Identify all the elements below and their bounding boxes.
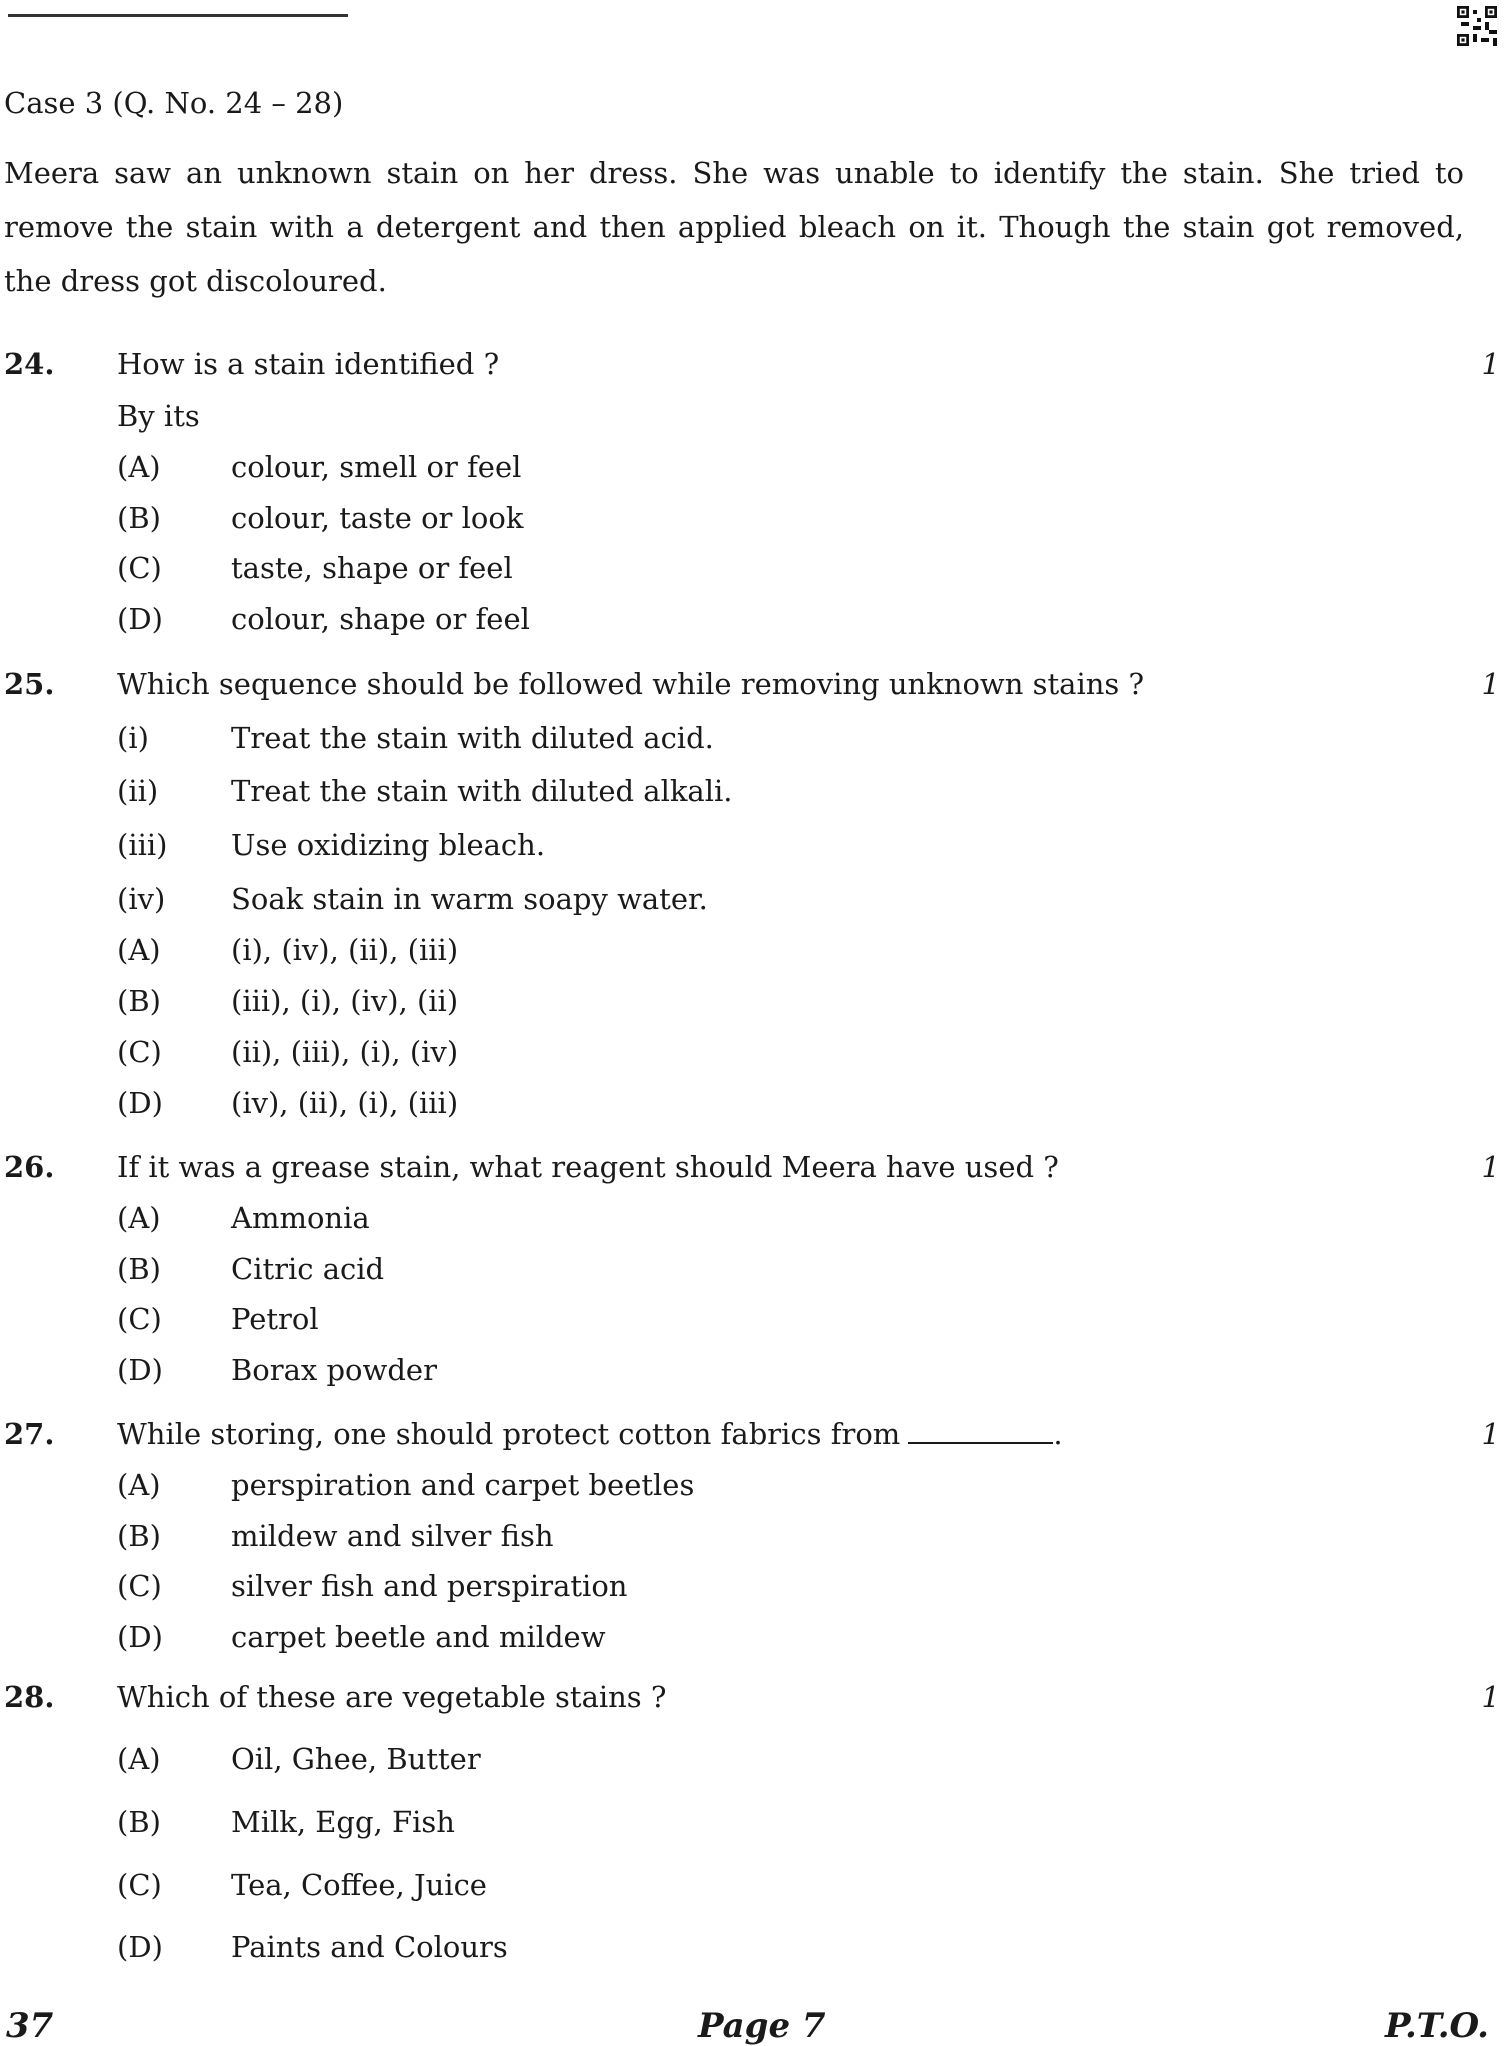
question-number: 28.: [4, 1680, 55, 1714]
pto-label: P.T.O.: [1385, 2006, 1489, 2046]
question-marks: 1: [1481, 347, 1500, 381]
question-marks: 1: [1481, 1150, 1500, 1184]
question-text: While storing, one should protect cotton fabrics from .: [117, 1417, 1063, 1451]
case-heading: Case 3 (Q. No. 24 – 28): [4, 86, 344, 120]
question-text: If it was a grease stain, what reagent should Meera have used ?: [117, 1150, 1059, 1184]
question-number: 26.: [4, 1150, 55, 1184]
header-rule: [8, 14, 348, 17]
qr-code-icon: [1457, 6, 1497, 46]
question-number: 25.: [4, 667, 55, 701]
question-text: Which sequence should be followed while removing unknown stains ?: [117, 667, 1145, 701]
question-marks: 1: [1481, 1417, 1500, 1451]
question-marks: 1: [1481, 667, 1500, 701]
question-marks: 1: [1481, 1680, 1500, 1714]
question-text: Which of these are vegetable stains ?: [117, 1680, 667, 1714]
question-text: How is a stain identified ?: [117, 347, 500, 381]
question-number: 27.: [4, 1417, 55, 1451]
question-number: 24.: [4, 347, 55, 381]
page-number: Page 7: [698, 2006, 826, 2046]
paper-code: 37: [6, 2006, 54, 2046]
case-passage: Meera saw an unknown stain on her dress. She was unable to identify the stain. She tried to remove the stain with a detergent and then applied bleach on it. Though the stain got removed, the dress got discoloured.: [4, 156, 1464, 298]
answer-blank: [908, 1420, 1053, 1444]
